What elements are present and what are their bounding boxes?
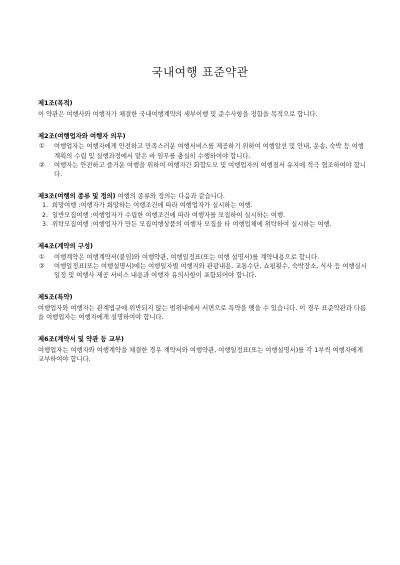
- clause-text: 여행계약은 여행계약서(붙임)와 여행약관, 여행일정표(또는 여행 설명서)를 계약내용으로 합니다.: [54, 253, 320, 261]
- definition-term: 위탁모집여행 :: [52, 220, 93, 228]
- article-6: [38, 335, 368, 364]
- clause-text: 여행자는 안전하고 즐거운 여행을 위하여 여행자간 화합도모 및 여행업자의 여행질서 유지에 적극 협조하여야 합니다.: [54, 161, 366, 179]
- definition-number: 3.: [42, 220, 49, 228]
- clause-marker: ②: [39, 262, 45, 270]
- article-heading: 제5조(특약): [38, 293, 73, 301]
- article-2: [38, 132, 368, 180]
- definition-text: 여행자가 희망하는 여행조건에 따라 여행업자가 실시하는 여행.: [80, 202, 253, 210]
- clause-marker: ①: [39, 143, 45, 151]
- clause-text: 여행일정표(또는 여행설명서)에는 여행일자별 여행지와 관광내용, 교통수단, 쇼핑횟수, 숙박장소, 식사 등 여행실시일정 및 여행사 제공 서비스 내용과 여행자 유의사항이 포함되어야 합니다.: [54, 262, 367, 280]
- document-title: 국내여행 표준약관: [151, 65, 249, 79]
- clause-text: 여행업자는 여행자에게 안전하고 만족스러운 여행서비스를 제공하기 위하여 여행알선 및 안내, 운송, 숙박 등 여행계획의 수립 및 실행과정에서 맡은 바 임무를 충실히 수행하여야 합니다.: [54, 143, 364, 160]
- article-heading: 제6조(계약서 및 약관 등 교부): [38, 335, 124, 343]
- clause-item: [38, 253, 368, 262]
- article-body: 이 약관은 여행사와 여행자가 체결한 국내여행계약의 세부이행 및 준수사항을 정함을 목적으로 합니다.: [38, 110, 318, 118]
- document-body: [38, 99, 368, 377]
- article-4: [38, 242, 368, 281]
- article-intro: 여행의 종류와 정의는 다음과 같습니다.: [115, 193, 225, 201]
- definition-text: 여행업자가 만든 모집여행상품의 여행자 모집을 타 여행업체에 위탁하여 실시하는 여행.: [92, 220, 332, 228]
- definition-item: [38, 201, 368, 210]
- clause-marker: ①: [39, 253, 45, 261]
- article-heading: 제3조(여행의 종류 및 정의): [38, 193, 116, 201]
- definition-item: [38, 220, 368, 229]
- article-heading: 제1조(목적): [38, 100, 73, 107]
- definition-number: 2.: [42, 211, 49, 219]
- clause-marker: ②: [39, 161, 45, 169]
- clause-item: [38, 142, 368, 161]
- article-3: [38, 192, 368, 229]
- article-5: [38, 293, 368, 322]
- clause-item: [38, 262, 368, 281]
- clause-item: [38, 161, 368, 180]
- definition-term: 희망여행 :: [52, 202, 81, 210]
- article-body: 여행업자와 여행자는 관계법규에 위반되지 않는 범위내에서 서면으로 특약을 맺을 수 있습니다. 이 경우 표준약관과 다름을 여행업자는 여행자에게 설명하여야 합니다.: [38, 304, 367, 322]
- article-intro-line: [38, 192, 368, 201]
- definition-item: [38, 211, 368, 220]
- definition-term: 일반모집여행 :: [52, 211, 93, 219]
- article-heading: 제4조(계약의 구성): [38, 242, 93, 250]
- article-body: 여행업자는 여행자와 여행계약을 체결한 경우 계약서와 여행약관, 여행일정표(또는 여행설명서)를 각 1부씩 여행자에게 교부하여야 합니다.: [38, 346, 363, 363]
- article-1: [38, 99, 368, 119]
- definition-number: 1.: [42, 202, 49, 210]
- article-heading: 제2조(여행업자와 여행자 의무): [38, 132, 126, 140]
- definition-text: 여행업자가 수립한 여행조건에 따라 여행자를 모집하여 실시하는 여행.: [92, 211, 286, 219]
